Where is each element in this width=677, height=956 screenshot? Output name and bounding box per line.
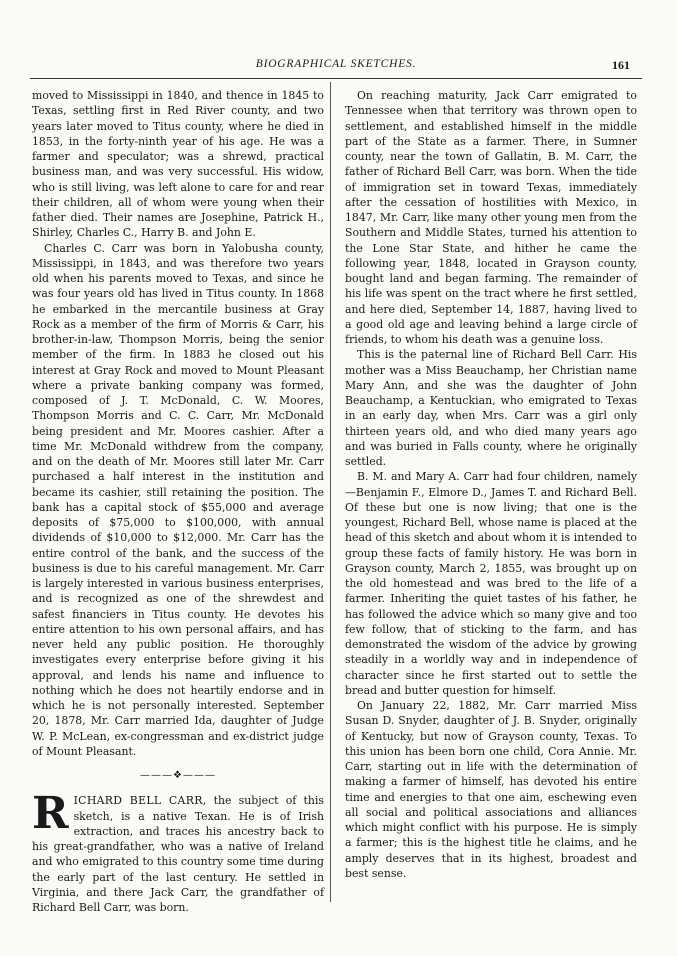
paragraph-children: B. M. and Mary A. Carr had four children, namely—Benjamin F., Elmore D., James T. and Richard Bell. Of these but one is now living; that one is the youngest, Richard Bell, whose name is placed at the head of this sketch and about whom it is intended to group these facts of family history. He was born in Grayson county, March 2, 1855, was brought up on the old homestead and was bred to the life of a farmer. Inheriting the quiet tastes of his father, he has followed the advice which so many give and too few follow, that of sticking to the farm, and has demonstrated the wisdom of the advice by growing steadily in a worldly way and in independence of character since he first started out to settle the bread and butter question for himself. [345,470,637,697]
column-divider [330,82,331,902]
page-header [30,52,642,76]
header-rule [30,78,642,79]
paragraph-paternal-line: This is the paternal line of Richard Bell Carr. His mother was a Miss Beauchamp, her Christian name Mary Ann, and she was the daughter of John Beauchamp, a Kentuckian, who emigrated to Texas in an early day, when Mrs. Carr was a girl only thirteen years old, and who died many years ago and was buried in Falls county, where he originally settled. [345,348,637,468]
subject-name: ICHARD BELL CARR, [73,794,207,808]
paragraph-richard-bell-carr-intro [32,788,324,915]
drop-cap-letter: R [32,788,69,840]
paragraph-charles-carr: Charles C. Carr was born in Yalobusha county, Mississippi, in 1843, and was therefore two years old when his parents moved to Texas, and since he was four years old has lived in Titus county. In 1868 he embarked in the mercantile business at Gray Rock as a member of the firm of Morris & Carr, his brother-in-law, Thompson Morris, being the senior member of the firm. In 1883 he closed out his interest at Gray Rock and moved to Mount Pleasant where a private banking company was formed, composed of J. T. McDonald, C. W. Moores, Thompson Morris and C. C. Carr, Mr. McDonald being president and Mr. Moores cashier. After a time Mr. McDonald withdrew from the company, and on the death of Mr. Moores still later Mr. Carr purchased a half interest in the institution and became its cashier, still retaining the position. The bank has a capital stock of $55,000 and average deposits of $75,000 to $100,000, with annual dividends of $10,000 to $12,000. Mr. Carr has the entire control of the bank, and the success of the business is due to his careful management. Mr. Carr is largely interested in various business enterprises, and is recognized as one of the shrewdest and safest financiers in Titus county. He devotes his entire attention to his own personal affairs, and has never held any public position. He thoroughly investigates every enterprise before giving it his approval, and lends his name and influence to nothing which he does not heartily endorse and in which he is not personally interested. September 20, 1878, Mr. Carr married Ida, daughter of Judge W. P. McLean, ex-congressman and ex-district judge of Mount Pleasant. [32,241,324,758]
paragraph-jack-carr: On reaching maturity, Jack Carr emigrated to Tennessee when that territory was thrown open to settlement, and established himself in the middle part of the State as a farmer. There, in Sumner county, near the town of Gallatin, B. M. Carr, the father of Richard Bell Carr, was born. When the tide of immigration set in toward Texas, immediately after the cessation of hostilities with Mexico, in 1847, Mr. Carr, like many other young men from the Southern and Middle States, turned his attention to the Lone Star State, and hither he came the following year, 1848, located in Grayson county, bought land and began farming. The remainder of his life was spent on the tract where he first settled, and here died, September 14, 1887, having lived to a good old age and leaving behind a large circle of friends, to whom his death was a genuine loss. [345,89,637,346]
page-number: 161 [612,58,630,72]
section-ornament: ———❖——— [140,770,216,781]
intro-text: the subject of this sketch, is a native Texan. He is of Irish extraction, and traces his ancestry back to his great-grandfather, who was a native of Ireland and who emigrated to this country some time during the early part of the last century. He settled in Virginia, and there Jack Carr, the grandfather of Richard Bell Carr, was born. [32,794,324,914]
paragraph-marriage: On January 22, 1882, Mr. Carr married Miss Susan D. Snyder, daughter of J. B. Snyder, originally of Kentucky, but now of Grayson county, Texas. To this union has been born one child, Cora Annie. Mr. Carr, starting out in life with the determination of making a farmer of himself, has devoted his entire time and energies to that one aim, eschewing even all social and political associations and alliances which might conflict with his purpose. He is simply a farmer; this is the highest title he claims, and he amply deserves that in its highest, broadest and best sense. [345,699,637,880]
left-column [32,88,324,915]
paragraph-carr-family: moved to Mississippi in 1840, and thence in 1845 to Texas, settling first in Red River county, and two years later moved to Titus county, where he died in 1853, in the forty-ninth year of his age. He was a farmer and speculator; was a shrewd, practical business man, and was very successful. His widow, who is still living, was left alone to care for and rear their children, all of whom were young when their father died. Their names are Josephine, Patrick H., Shirley, Charles C., Harry B. and John E. [32,89,324,240]
right-column [345,88,637,881]
running-title: BIOGRAPHICAL SKETCHES. [255,58,417,70]
